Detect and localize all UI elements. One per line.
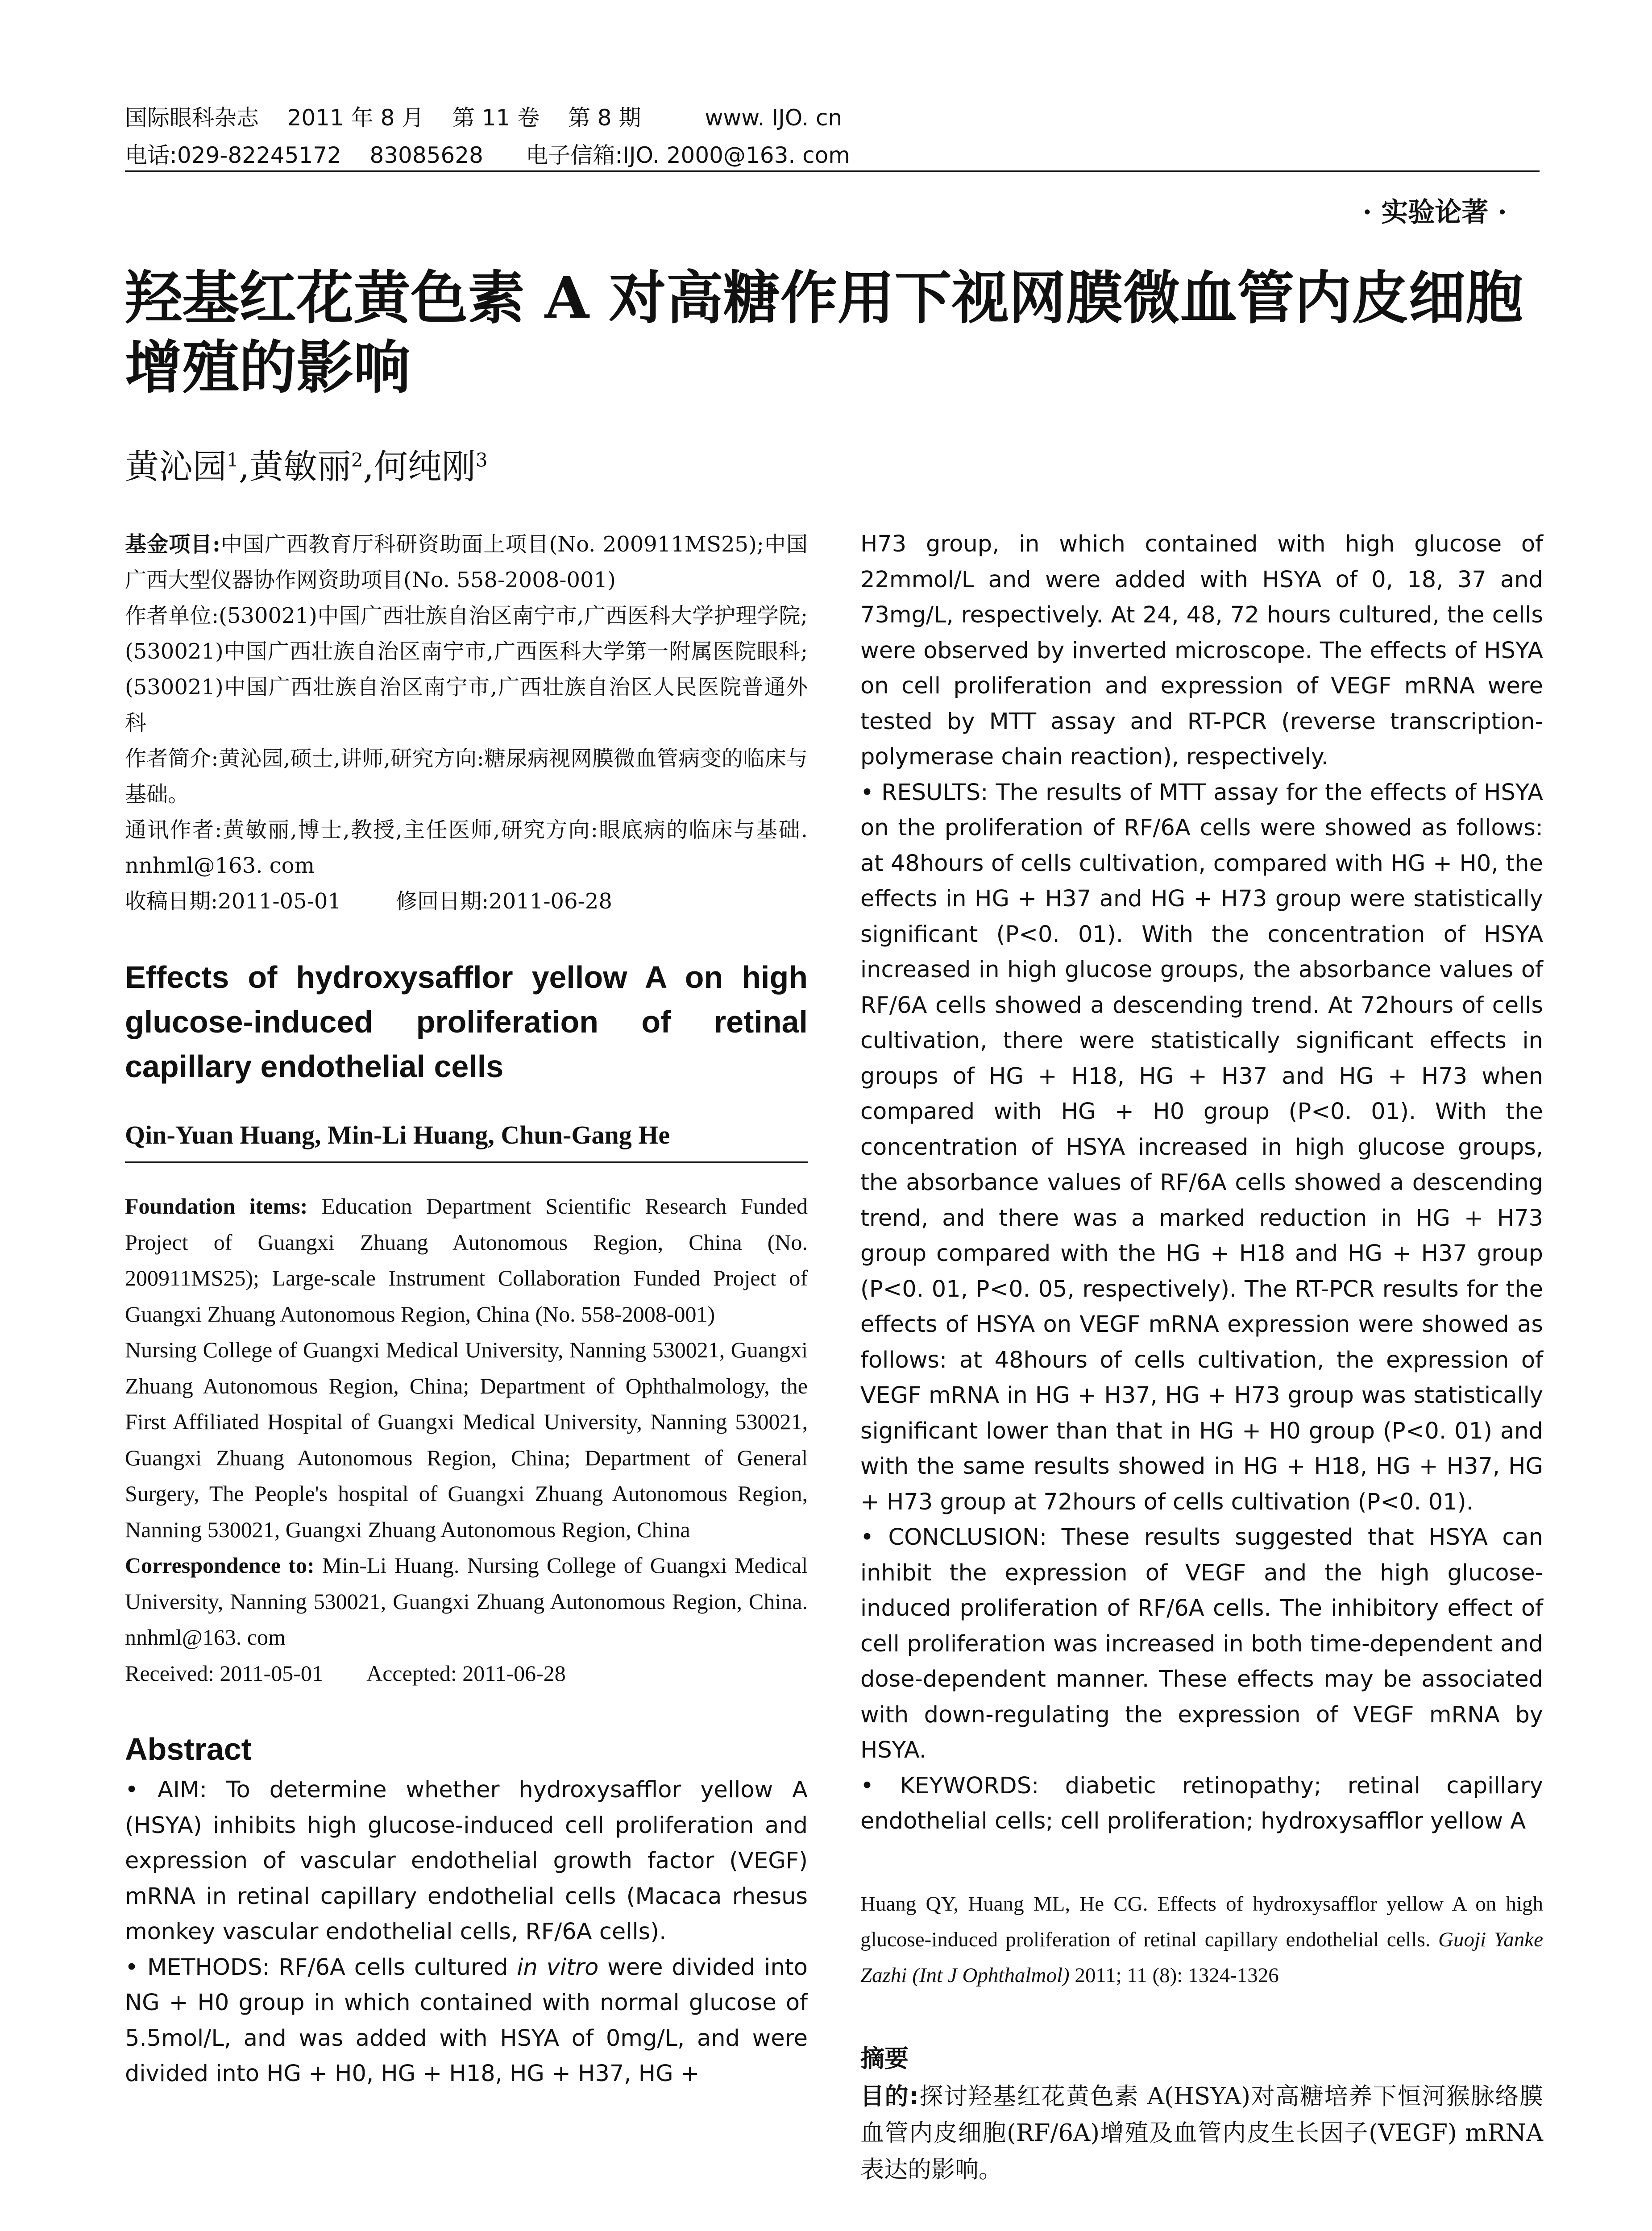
author-name: 何纯刚	[374, 447, 476, 486]
author-affiliation-mark: 3	[475, 449, 488, 471]
chinese-abstract-aim: 目的:探讨羟基红花黄色素 A(HSYA)对高糖培养下恒河猴脉络膜血管内皮细胞(RF/6A)增殖及血管内皮生长因子(VEGF) mRNA 表达的影响。	[860, 2082, 1543, 2183]
revised-date-cn: 修回日期:2011-06-28	[396, 889, 612, 914]
journal-contact-line: 电话:029-82245172 83085628 电子信箱:IJO. 2000@163. com	[125, 142, 850, 168]
english-article-info	[125, 1188, 808, 1691]
accepted-date-en: Accepted: 2011-06-28	[366, 1660, 566, 1686]
abstract-keywords: • KEYWORDS: diabetic retinopathy; retinal capillary endothelial cells; cell proliferation; hydroxysafflor yellow A	[860, 1772, 1543, 1834]
authors-chinese: 黄沁园$^1$,黄敏丽$^2$,何纯刚$^3$	[125, 447, 488, 486]
header-divider	[125, 170, 1540, 172]
author-affiliation-mark: 1	[227, 449, 239, 471]
abstract-methods-continued: H73 group, in which contained with high glucose of 22mmol/L and were added with HSYA of 0, 18, 37 and 73mg/L, respectively. At 24, 48, 72 hours cultured, the cells were observed by inverted microscope. The effects of HSYA on cell proliferation and expression of VEGF mRNA were tested by MTT assay and RT-PCR (reverse transcription-polymerase chain reaction), respectively.	[860, 531, 1543, 770]
dates-cn	[125, 883, 808, 919]
affiliations: Nursing College of Guangxi Medical University, Nanning 530021, Guangxi Zhuang Autonomous Region, China; Department of Ophthalmology, the First Affiliated Hospital of Guangxi Medical University, Nanning 530021, Guangxi Zhuang Autonomous Region, China; Department of General Surgery, The People's hospital of Guangxi Zhuang Autonomous Region, Nanning 530021, Guangxi Zhuang Autonomous Region, China	[125, 1337, 808, 1542]
author-unit-cn: 作者单位:(530021)中国广西壮族自治区南宁市,广西医科大学护理学院;(530021)中国广西壮族自治区南宁市,广西医科大学第一附属医院眼科;(530021)中国广西壮族自治区南宁市,广西壮族自治区人民医院普通外科	[125, 603, 808, 735]
correspondence-cn: 通讯作者:黄敏丽,博士,教授,主任医师,研究方向:眼底病的临床与基础. nnhml@163. com	[125, 817, 808, 878]
author-name: 黄沁园	[125, 447, 227, 486]
correspondence-en: Correspondence to: Min-Li Huang. Nursing College of Guangxi Medical University, Nanning 530021, Guangxi Zhuang Autonomous Region, China. nnhml@163. com	[125, 1553, 808, 1650]
author-affiliation-mark: 2	[351, 449, 363, 471]
received-date-cn: 收稿日期:2011-05-01	[125, 889, 341, 914]
citation: Huang QY, Huang ML, He CG. Effects of hydroxysafflor yellow A on high glucose-induced proliferation of retinal capillary endothelial cells. Guoji Yanke Zazhi (Int J Ophthalmol) 2011; 11 (8): 1324-1326	[860, 1892, 1544, 1987]
abstract-methods: • METHODS: RF/6A cells cultured in vitro were divided into NG + H0 group in which contained with normal glucose of 5.5mol/L, and was added with HSYA of 0mg/L, and were divided into HG + H0, HG + H18, HG + H37, HG +	[125, 1954, 808, 2087]
abstract-conclusion: • CONCLUSION: These results suggested that HSYA can inhibit the expression of VEGF and the high glucose-induced proliferation of RF/6A cells. The inhibitory effect of cell proliferation was increased in both time-dependent and dose-dependent manner. These effects may be associated with down-regulating the expression of VEGF mRNA by HSYA.	[860, 1524, 1543, 1763]
abstract-results: • RESULTS: The results of MTT assay for the effects of HSYA on the proliferation of RF/6A cells were showed as follows: at 48hours of cells cultivation, compared with HG + H0, the effects in HG + H37 and HG + H73 group were statistically significant (P<0. 01). With the concentration of HSYA increased in high glucose groups, the absorbance values of RF/6A cells showed a descending trend. At 72hours of cells cultivation, there were statistically significant effects in groups of HG + H18, HG + H37 and HG + H73 when compared with HG + H0 group (P<0. 01). With the concentration of HSYA increased in high glucose groups, the absorbance values of RF/6A cells showed a descending trend, and there was a marked reduction in HG + H73 group compared with the HG + H18 and HG + H37 group (P<0. 01, P<0. 05, respectively). The RT-PCR results for the effects of HSYA on VEGF mRNA expression were showed as follows: at 48hours of cells cultivation, the expression of VEGF mRNA in HG + H37, HG + H73 group was statistically significant lower than that in HG + H0 group (P<0. 01) and with the same results showed in HG + H18, HG + H37, HG + H73 group at 72hours of cells cultivation (P<0. 01).	[860, 779, 1543, 1515]
received-date-en: Received: 2011-05-01	[125, 1660, 323, 1686]
abstract-aim: • AIM: To determine whether hydroxysafflor yellow A (HSYA) inhibits high glucose-induced cell proliferation and expression of vascular endothelial growth factor (VEGF) mRNA in retinal capillary endothelial cells (Macaca rhesus monkey vascular endothelial cells, RF/6A cells).	[125, 1777, 808, 1945]
right-column	[860, 527, 1543, 2188]
left-column	[125, 527, 808, 2092]
abstract-heading: Abstract	[125, 1732, 252, 1767]
article-title: 羟基红花黄色素 A 对高糖作用下视网膜微血管内皮细胞增殖的影响	[125, 265, 1523, 401]
english-title: Effects of hydroxysafflor yellow A on high glucose-induced proliferation of retinal capillary endothelial cells	[125, 960, 808, 1084]
english-authors: Qin-Yuan Huang, Min-Li Huang, Chun-Gang He	[125, 1120, 808, 1163]
chinese-abstract-heading: 摘要	[860, 2044, 909, 2073]
journal-header-line: 国际眼科杂志 2011 年 8 月 第 11 卷 第 8 期 www. IJO. cn	[125, 105, 843, 131]
author-name: 黄敏丽	[249, 447, 351, 486]
section-tag: · 实验论著 ·	[1362, 197, 1507, 228]
foundation-items: Foundation items: Education Department Scientific Research Funded Project of Guangxi Zhuang Autonomous Region, China (No. 200911MS25); Large-scale Instrument Collaboration Funded Project of Guangxi Zhuang Autonomous Region, China (No. 558-2008-001)	[125, 1194, 808, 1327]
fund-info-cn: 基金项目:中国广西教育厅科研资助面上项目(No. 200911MS25);中国广西大型仪器协作网资助项目(No. 558-2008-001)	[125, 532, 808, 593]
dates-en	[125, 1655, 808, 1692]
author-bio-cn: 作者简介:黄沁园,硕士,讲师,研究方向:糖尿病视网膜微血管病变的临床与基础。	[125, 746, 808, 807]
